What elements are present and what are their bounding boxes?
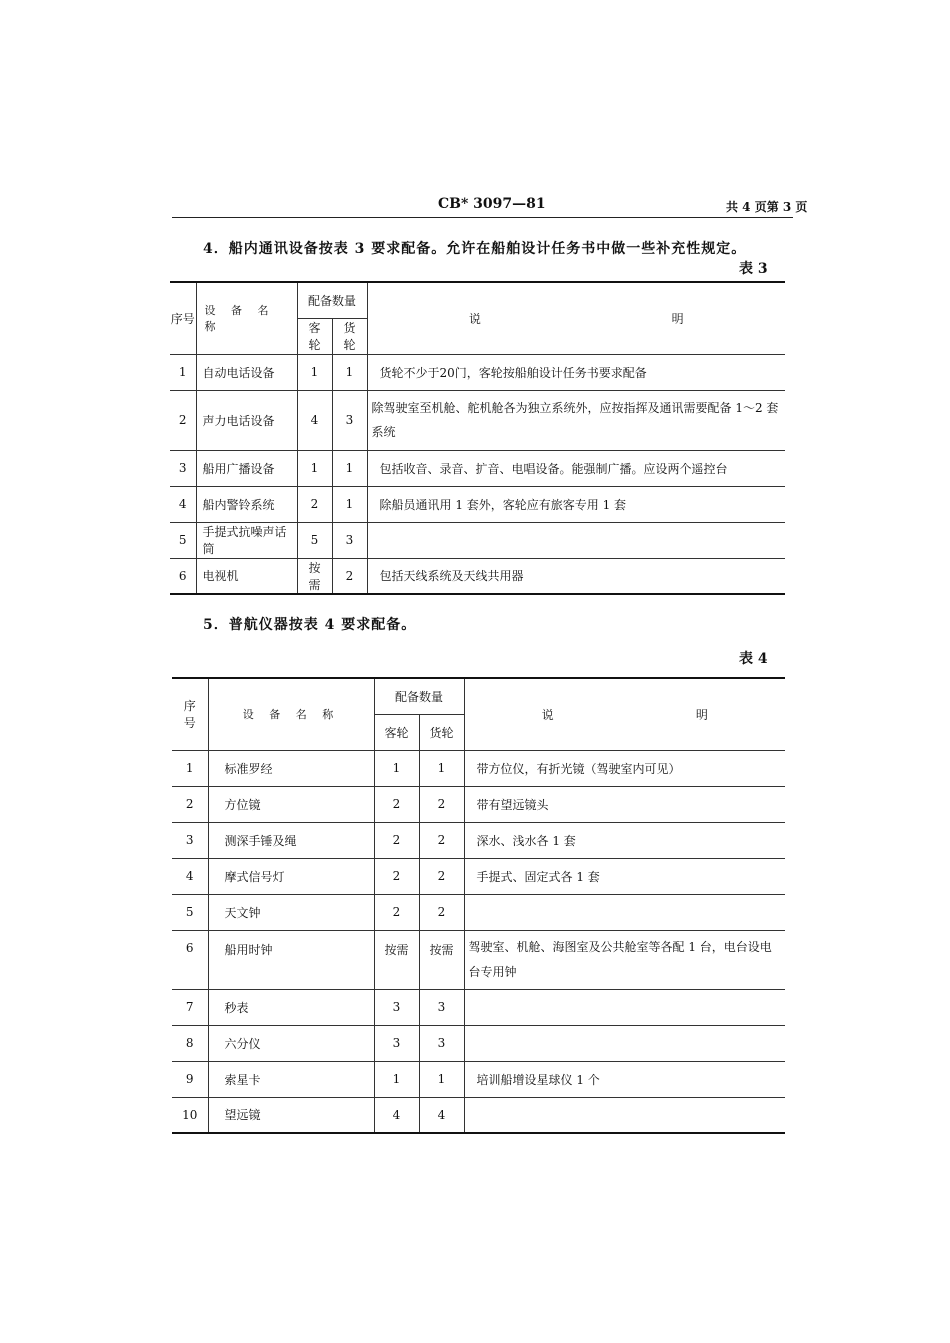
cell-note: 货轮不少于20门，客轮按船舶设计任务书要求配备 xyxy=(367,354,785,390)
col-note-header: 说 明 xyxy=(367,282,785,354)
cell-no: 2 xyxy=(170,390,196,450)
table-row xyxy=(172,1097,785,1133)
cell-name: 标准罗经 xyxy=(208,750,374,786)
cell-no: 1 xyxy=(170,354,196,390)
col-no-header: 序号 xyxy=(170,282,196,354)
paragraph-4: 4．船内通讯设备按表 3 要求配备。允许在船舶设计任务书中做一些补充性规定。 xyxy=(203,241,747,257)
col-qty-header: 配备数量 xyxy=(374,678,464,714)
cell-name: 秒表 xyxy=(208,989,374,1025)
cell-passenger: 1 xyxy=(297,450,332,486)
cell-name: 船用广播设备 xyxy=(196,450,297,486)
cell-no: 7 xyxy=(172,989,208,1025)
col-name-header: 设 备 名 称 xyxy=(196,282,297,354)
col-cargo-header: 货轮 xyxy=(332,318,367,354)
cell-cargo: 2 xyxy=(332,558,367,594)
cell-passenger: 3 xyxy=(374,1025,419,1061)
cell-note: 手提式、固定式各 1 套 xyxy=(464,858,785,894)
table-row xyxy=(170,522,785,558)
table-row xyxy=(172,822,785,858)
cell-note xyxy=(464,989,785,1025)
cell-note: 包括天线系统及天线共用器 xyxy=(367,558,785,594)
cell-passenger: 2 xyxy=(374,894,419,930)
cell-name: 摩式信号灯 xyxy=(208,858,374,894)
table-row xyxy=(172,750,785,786)
cell-no: 4 xyxy=(172,858,208,894)
cell-note: 包括收音、录音、扩音、电唱设备。能强制广播。应设两个遥控台 xyxy=(367,450,785,486)
cell-note: 除船员通讯用 1 套外，客轮应有旅客专用 1 套 xyxy=(367,486,785,522)
cell-passenger: 4 xyxy=(297,390,332,450)
cell-name: 手提式抗噪声话筒 xyxy=(196,522,297,558)
table-row xyxy=(172,989,785,1025)
cell-note: 培训船增设星球仪 1 个 xyxy=(464,1061,785,1097)
cell-cargo: 3 xyxy=(332,390,367,450)
cell-no: 4 xyxy=(170,486,196,522)
table-row xyxy=(170,390,785,450)
table-row xyxy=(172,858,785,894)
cell-cargo: 1 xyxy=(419,1061,464,1097)
table3-label: 表 3 xyxy=(739,261,768,277)
cell-passenger: 按需 xyxy=(374,930,419,989)
cell-passenger: 2 xyxy=(374,786,419,822)
cell-note: 除驾驶室至机舱、舵机舱各为独立系统外，应按指挥及通讯需要配备 1～2 套系统 xyxy=(367,390,785,450)
table-row xyxy=(172,894,785,930)
cell-passenger: 2 xyxy=(297,486,332,522)
col-passenger-header: 客轮 xyxy=(297,318,332,354)
table4-header-row xyxy=(172,678,785,714)
cell-no: 3 xyxy=(172,822,208,858)
cell-name: 方位镜 xyxy=(208,786,374,822)
table-row xyxy=(170,486,785,522)
cell-no: 9 xyxy=(172,1061,208,1097)
cell-cargo: 1 xyxy=(332,450,367,486)
col-name-header: 设 备 名 称 xyxy=(208,678,374,750)
cell-passenger: 1 xyxy=(297,354,332,390)
cell-note xyxy=(464,894,785,930)
standard-number: CB* 3097—81 xyxy=(438,196,546,212)
cell-passenger: 1 xyxy=(374,750,419,786)
col-cargo-header: 货轮 xyxy=(419,714,464,750)
table-row xyxy=(172,930,785,989)
cell-passenger: 3 xyxy=(374,989,419,1025)
cell-no: 1 xyxy=(172,750,208,786)
cell-name: 电视机 xyxy=(196,558,297,594)
cell-note xyxy=(367,522,785,558)
header-rule xyxy=(172,217,793,218)
cell-note: 带方位仪，有折光镜（驾驶室内可见） xyxy=(464,750,785,786)
cell-note: 深水、浅水各 1 套 xyxy=(464,822,785,858)
cell-name: 索星卡 xyxy=(208,1061,374,1097)
table-4 xyxy=(172,677,785,1134)
table3-header-row xyxy=(170,282,785,318)
cell-name: 自动电话设备 xyxy=(196,354,297,390)
table-row xyxy=(170,450,785,486)
cell-no: 2 xyxy=(172,786,208,822)
cell-cargo: 1 xyxy=(332,354,367,390)
cell-name: 船用时钟 xyxy=(208,930,374,989)
cell-passenger: 1 xyxy=(374,1061,419,1097)
page-info: 共 4 页第 3 页 xyxy=(726,200,808,214)
cell-name: 测深手锤及绳 xyxy=(208,822,374,858)
cell-name: 望远镜 xyxy=(208,1097,374,1133)
table4-label: 表 4 xyxy=(739,651,768,667)
paragraph-5: 5．普航仪器按表 4 要求配备。 xyxy=(203,617,417,633)
cell-cargo: 按需 xyxy=(419,930,464,989)
col-no-header: 序号 xyxy=(172,678,208,750)
cell-passenger: 5 xyxy=(297,522,332,558)
table-row xyxy=(172,1025,785,1061)
table-row xyxy=(172,786,785,822)
cell-name: 船内警铃系统 xyxy=(196,486,297,522)
cell-no: 5 xyxy=(170,522,196,558)
col-qty-header: 配备数量 xyxy=(297,282,367,318)
cell-no: 5 xyxy=(172,894,208,930)
cell-note: 驾驶室、机舱、海图室及公共舱室等各配 1 台，电台设电台专用钟 xyxy=(464,930,785,989)
cell-name: 声力电话设备 xyxy=(196,390,297,450)
table-3 xyxy=(170,281,785,595)
cell-name: 天文钟 xyxy=(208,894,374,930)
cell-passenger: 2 xyxy=(374,822,419,858)
table-row xyxy=(170,558,785,594)
cell-cargo: 3 xyxy=(332,522,367,558)
cell-cargo: 3 xyxy=(419,989,464,1025)
cell-cargo: 3 xyxy=(419,1025,464,1061)
cell-note: 带有望远镜头 xyxy=(464,786,785,822)
cell-no: 6 xyxy=(170,558,196,594)
cell-name: 六分仪 xyxy=(208,1025,374,1061)
cell-passenger: 2 xyxy=(374,858,419,894)
cell-no: 10 xyxy=(172,1097,208,1133)
cell-cargo: 1 xyxy=(332,486,367,522)
cell-cargo: 4 xyxy=(419,1097,464,1133)
table-row xyxy=(172,1061,785,1097)
cell-cargo: 2 xyxy=(419,894,464,930)
table-row xyxy=(170,354,785,390)
cell-no: 8 xyxy=(172,1025,208,1061)
cell-no: 3 xyxy=(170,450,196,486)
cell-passenger: 4 xyxy=(374,1097,419,1133)
cell-cargo: 2 xyxy=(419,786,464,822)
cell-passenger: 按需 xyxy=(297,558,332,594)
cell-cargo: 2 xyxy=(419,822,464,858)
col-passenger-header: 客轮 xyxy=(374,714,419,750)
col-note-header: 说 明 xyxy=(464,678,785,750)
cell-note xyxy=(464,1097,785,1133)
cell-note xyxy=(464,1025,785,1061)
cell-cargo: 1 xyxy=(419,750,464,786)
cell-cargo: 2 xyxy=(419,858,464,894)
cell-no: 6 xyxy=(172,930,208,989)
